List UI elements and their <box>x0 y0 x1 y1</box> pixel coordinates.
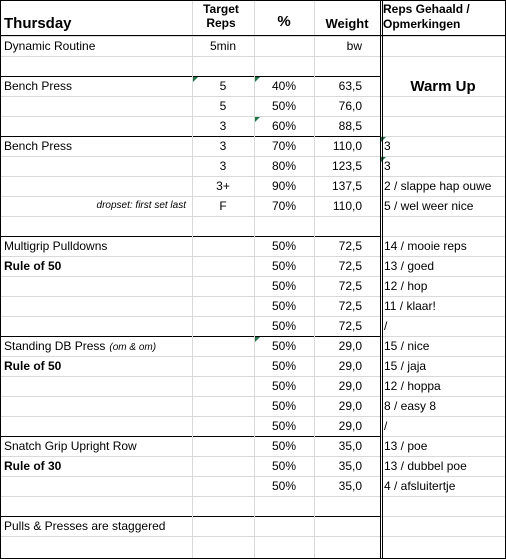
cell-text: 50% <box>271 279 297 293</box>
cell-text: 15 / nice <box>384 339 430 353</box>
cell-text: 110,0 <box>332 199 362 213</box>
cell-text: bw <box>346 39 362 53</box>
cell-text: 50% <box>271 439 297 453</box>
cell-text: Rule of 30 <box>4 459 62 473</box>
cell-text: 50% <box>271 239 297 253</box>
cell-text: 3 <box>219 119 227 133</box>
header-target-line1[interactable]: Target <box>203 2 239 16</box>
cell-text: 35,0 <box>338 439 362 453</box>
cell-text: Multigrip Pulldowns <box>4 239 108 253</box>
cell-text: 50% <box>271 99 297 113</box>
cell-text: 13 / goed <box>384 259 435 273</box>
cell-text: 15 / jaja <box>384 359 427 373</box>
cell-text: 40% <box>271 79 297 93</box>
header-target-line2[interactable]: Reps <box>206 16 236 30</box>
cell-text: 3 <box>219 159 227 173</box>
cell-text: 90% <box>271 179 297 193</box>
cell-text: 50% <box>271 339 297 353</box>
cell-text: 72,5 <box>338 239 362 253</box>
cell-text: / <box>384 419 388 433</box>
cell-text: / <box>384 319 388 333</box>
header-reps-line1[interactable]: Reps Gehaald / <box>383 2 470 16</box>
cell-text: 50% <box>271 299 297 313</box>
cell-text: 72,5 <box>338 319 362 333</box>
cell-text: 88,5 <box>338 119 362 133</box>
cell-text: Rule of 50 <box>4 259 62 273</box>
cell-text: 5min <box>209 39 236 53</box>
cell-text: 123,5 <box>331 159 362 173</box>
cell-text: 76,0 <box>338 99 362 113</box>
cell-text: 8 / easy 8 <box>384 399 437 413</box>
cell-text: 50% <box>271 419 297 433</box>
cell-text: 70% <box>271 139 297 153</box>
cell-text: 72,5 <box>338 299 362 313</box>
cell-text: 3 <box>384 159 391 173</box>
cell-text: Standing DB Press <box>4 339 106 353</box>
cell-text: 29,0 <box>338 419 362 433</box>
cell-text: Bench Press <box>4 79 73 93</box>
cell-text: dropset: first set last <box>96 200 186 211</box>
header-percent[interactable]: % <box>277 13 291 30</box>
header-weight[interactable]: Weight <box>325 16 369 31</box>
cell-text: 29,0 <box>338 339 362 353</box>
cell-text: 5 <box>219 79 227 93</box>
cell-text: 80% <box>271 159 297 173</box>
cell-text: 11 / klaar! <box>384 299 436 313</box>
cell-text: 5 / wel weer nice <box>384 199 474 213</box>
cell-text: 3+ <box>216 179 230 193</box>
cell-text: 14 / mooie reps <box>384 239 467 253</box>
cell-text: 35,0 <box>338 459 362 473</box>
header-reps-line2[interactable]: Opmerkingen <box>383 17 461 31</box>
warm-up-label: Warm Up <box>410 78 476 95</box>
cell-text: 50% <box>271 479 297 493</box>
cell-text: 35,0 <box>338 479 362 493</box>
cell-text: 13 / poe <box>384 439 428 453</box>
cell-text: 2 / slappe hap ouwe <box>384 179 492 193</box>
cell-text: Rule of 50 <box>4 359 62 373</box>
cell-note: (om & om) <box>109 342 157 353</box>
cell-text: 137,5 <box>331 179 362 193</box>
cell-text: 63,5 <box>338 79 362 93</box>
cell-text: 29,0 <box>338 399 362 413</box>
cell-text: Pulls & Presses are staggered <box>4 519 166 533</box>
cell-text: 60% <box>271 119 297 133</box>
cell-text: 29,0 <box>338 359 362 373</box>
cell-text: 70% <box>271 199 297 213</box>
cell-text: 72,5 <box>338 279 362 293</box>
cell-text: 50% <box>271 359 297 373</box>
cell-text: 3 <box>219 139 227 153</box>
cell-text: 50% <box>271 399 297 413</box>
cell-text: 50% <box>271 259 297 273</box>
cell-text: 3 <box>384 139 391 153</box>
cell-text: F <box>219 199 227 213</box>
cell-text: Bench Press <box>4 139 73 153</box>
cell-text: 50% <box>271 459 297 473</box>
cell-text: 12 / hop <box>384 279 428 293</box>
cell-text: 50% <box>271 379 297 393</box>
cell-text: 4 / afsluitertje <box>384 479 456 493</box>
cell-text: Dynamic Routine <box>4 39 96 53</box>
cell-text: 110,0 <box>332 139 362 153</box>
cell-text: Snatch Grip Upright Row <box>4 439 137 453</box>
cell-text: 72,5 <box>338 259 362 273</box>
cell-text: 5 <box>219 99 227 113</box>
cell-text: 29,0 <box>338 379 362 393</box>
cell-text: 13 / dubbel poe <box>384 459 467 473</box>
cell-text: 12 / hoppa <box>384 379 441 393</box>
cell-text: 50% <box>271 319 297 333</box>
header-divider <box>0 35 506 36</box>
header-day[interactable]: Thursday <box>4 15 72 32</box>
